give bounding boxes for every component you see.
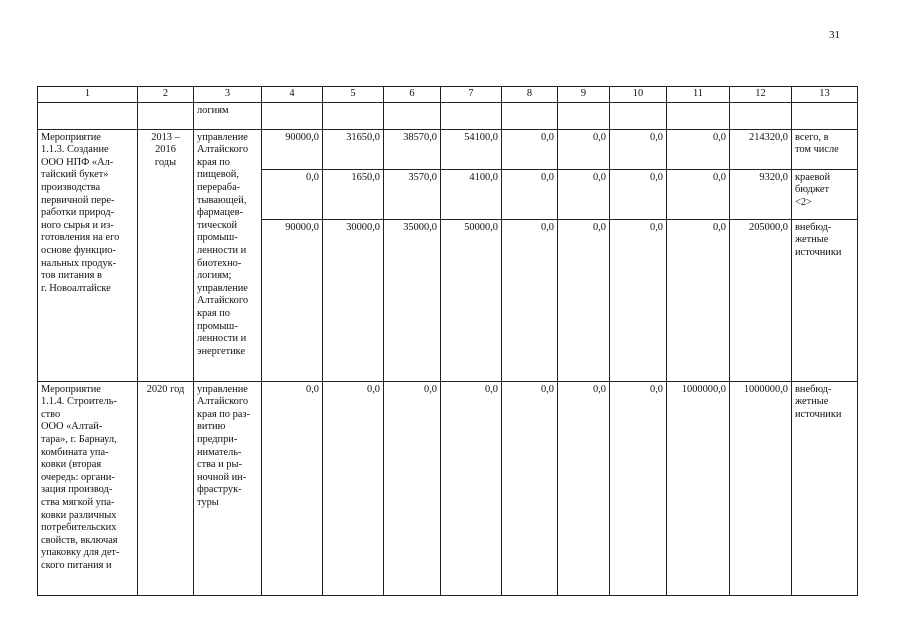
text-line: ство: [41, 408, 61, 420]
value-cell: 0,0: [667, 219, 730, 381]
text-line: промыш-: [197, 320, 238, 332]
value-cell: 0,0: [667, 169, 730, 219]
text-line: тов питания в: [41, 270, 102, 282]
text-line: Алтайского: [197, 396, 249, 408]
text-line: упаковку для дет-: [41, 547, 120, 559]
text-line: нальных продук-: [41, 257, 117, 269]
executor-continuation: логиям: [194, 102, 262, 129]
value-cell: 0,0: [323, 381, 384, 595]
text-line: ленности и: [197, 244, 247, 256]
column-number: 5: [323, 87, 384, 103]
value-cell: 0,0: [558, 169, 610, 219]
text-line: ночной ин-: [197, 471, 247, 483]
program-activities-table: [37, 86, 858, 596]
text-line: управление: [197, 383, 248, 395]
text-line: ковки различных: [41, 509, 117, 521]
value-cell: 0,0: [502, 129, 558, 169]
column-number: 1: [38, 87, 138, 103]
text-line: логиям;: [197, 270, 232, 282]
text-line: комбината упа-: [41, 446, 109, 458]
text-line: годы: [154, 156, 177, 168]
text-line: 1.1.3. Создание: [41, 144, 109, 156]
value-cell: 205000,0: [730, 219, 792, 381]
value-cell: 31650,0: [323, 129, 384, 169]
value-cell: 0,0: [558, 219, 610, 381]
text-line: очередь: органи-: [41, 471, 115, 483]
text-line: готовления на его: [41, 232, 120, 244]
column-number-row: [38, 87, 858, 103]
value-cell: 90000,0: [262, 219, 323, 381]
column-number: 8: [502, 87, 558, 103]
text-line: ООО «Алтай-: [41, 421, 103, 433]
value-cell: 0,0: [667, 129, 730, 169]
activity-113-total-row: [38, 129, 858, 169]
column-number: 7: [441, 87, 502, 103]
text-line: промыш-: [197, 232, 238, 244]
value-cell: 1000000,0: [730, 381, 792, 595]
text-line: 2016: [155, 144, 176, 156]
value-cell: 3570,0: [384, 169, 441, 219]
value-cell: 0,0: [610, 129, 667, 169]
funding-source: [792, 169, 858, 219]
text-line: жетные: [795, 396, 829, 408]
value-cell: 4100,0: [441, 169, 502, 219]
text-line: работки природ-: [41, 207, 115, 219]
text-line: тывающей,: [197, 194, 247, 206]
text-line: 2020 год: [146, 383, 185, 395]
text-line: источники: [795, 246, 842, 258]
text-line: фармацев-: [197, 207, 244, 219]
text-line: тайский букет»: [41, 169, 109, 181]
text-line: тической: [197, 219, 238, 231]
value-cell: 0,0: [262, 381, 323, 595]
activity-113-period: [138, 129, 194, 381]
activity-114-name: [38, 381, 138, 595]
text-line: 2013 –: [151, 131, 180, 143]
text-line: энергетике: [197, 345, 246, 357]
text-line: источники: [795, 408, 842, 420]
column-number: 2: [138, 87, 194, 103]
text-line: первичной пере-: [41, 194, 115, 206]
text-line: бюджет: [795, 184, 830, 196]
text-line: 1.1.4. Строитель-: [41, 396, 117, 408]
column-number: 9: [558, 87, 610, 103]
column-number: 11: [667, 87, 730, 103]
text-line: всего, в: [795, 131, 829, 143]
text-line: ства мягкой упа-: [41, 496, 115, 508]
text-line: Алтайского: [197, 144, 249, 156]
text-line: предпри-: [197, 433, 238, 445]
funding-source: [792, 381, 858, 595]
text-line: управление: [197, 282, 248, 294]
value-cell: 9320,0: [730, 169, 792, 219]
text-line: биотехно-: [197, 257, 242, 269]
value-cell: 214320,0: [730, 129, 792, 169]
text-line: края по: [197, 307, 230, 319]
activity-114-row: [38, 381, 858, 595]
text-line: том числе: [795, 144, 839, 156]
column-number: 3: [194, 87, 262, 103]
text-line: зация производ-: [41, 484, 113, 496]
value-cell: 0,0: [384, 381, 441, 595]
value-cell: 35000,0: [384, 219, 441, 381]
text-line: краевой: [795, 171, 831, 183]
continuation-row: [38, 102, 858, 129]
value-cell: 0,0: [262, 169, 323, 219]
funding-source: [792, 129, 858, 169]
value-cell: 0,0: [558, 381, 610, 595]
column-number: 6: [384, 87, 441, 103]
value-cell: 50000,0: [441, 219, 502, 381]
value-cell: 38570,0: [384, 129, 441, 169]
value-cell: 1650,0: [323, 169, 384, 219]
activity-113-name: [38, 129, 138, 381]
value-cell: 0,0: [610, 219, 667, 381]
column-number: 10: [610, 87, 667, 103]
text-line: ниматель-: [197, 446, 242, 458]
value-cell: 0,0: [610, 381, 667, 595]
text-line: Алтайского: [197, 295, 249, 307]
text-line: г. Новоалтайске: [41, 282, 111, 294]
column-number: 13: [792, 87, 858, 103]
text-line: внебюд-: [795, 221, 832, 233]
text-line: витию: [197, 421, 226, 433]
activity-114-period: [138, 381, 194, 595]
value-cell: 54100,0: [441, 129, 502, 169]
text-line: управление: [197, 131, 248, 143]
value-cell: 0,0: [502, 169, 558, 219]
text-line: производства: [41, 181, 101, 193]
value-cell: 0,0: [502, 219, 558, 381]
value-cell: 90000,0: [262, 129, 323, 169]
text-line: Мероприятие: [41, 383, 101, 395]
value-cell: 30000,0: [323, 219, 384, 381]
activity-113-executor: [194, 129, 262, 381]
value-cell: 0,0: [610, 169, 667, 219]
value-cell: 1000000,0: [667, 381, 730, 595]
activity-114-executor: [194, 381, 262, 595]
text-line: Мероприятие: [41, 131, 101, 143]
text-line: края по раз-: [197, 408, 250, 420]
text-line: ского питания и: [41, 559, 112, 571]
funding-source: [792, 219, 858, 381]
column-number: 12: [730, 87, 792, 103]
value-cell: 0,0: [502, 381, 558, 595]
text-line: ства и ры-: [197, 459, 242, 471]
text-line: потребительских: [41, 522, 117, 534]
text-line: свойств, включая: [41, 534, 118, 546]
text-line: ного сырья и из-: [41, 219, 114, 231]
text-line: фраструк-: [197, 484, 242, 496]
text-line: ленности и: [197, 333, 247, 345]
text-line: пищевой,: [197, 169, 239, 181]
text-line: внебюд-: [795, 383, 832, 395]
page-number: 31: [829, 29, 840, 41]
value-cell: 0,0: [558, 129, 610, 169]
text-line: ООО НПФ «Ал-: [41, 156, 114, 168]
text-line: перераба-: [197, 181, 241, 193]
value-cell: 0,0: [441, 381, 502, 595]
text-line: края по: [197, 156, 230, 168]
text-line: <2>: [795, 196, 812, 208]
text-line: тара», г. Барнаул,: [41, 433, 117, 445]
text-line: туры: [197, 496, 219, 508]
column-number: 4: [262, 87, 323, 103]
text-line: ковки (вторая: [41, 459, 102, 471]
text-line: основе функцио-: [41, 244, 116, 256]
text-line: жетные: [795, 234, 829, 246]
